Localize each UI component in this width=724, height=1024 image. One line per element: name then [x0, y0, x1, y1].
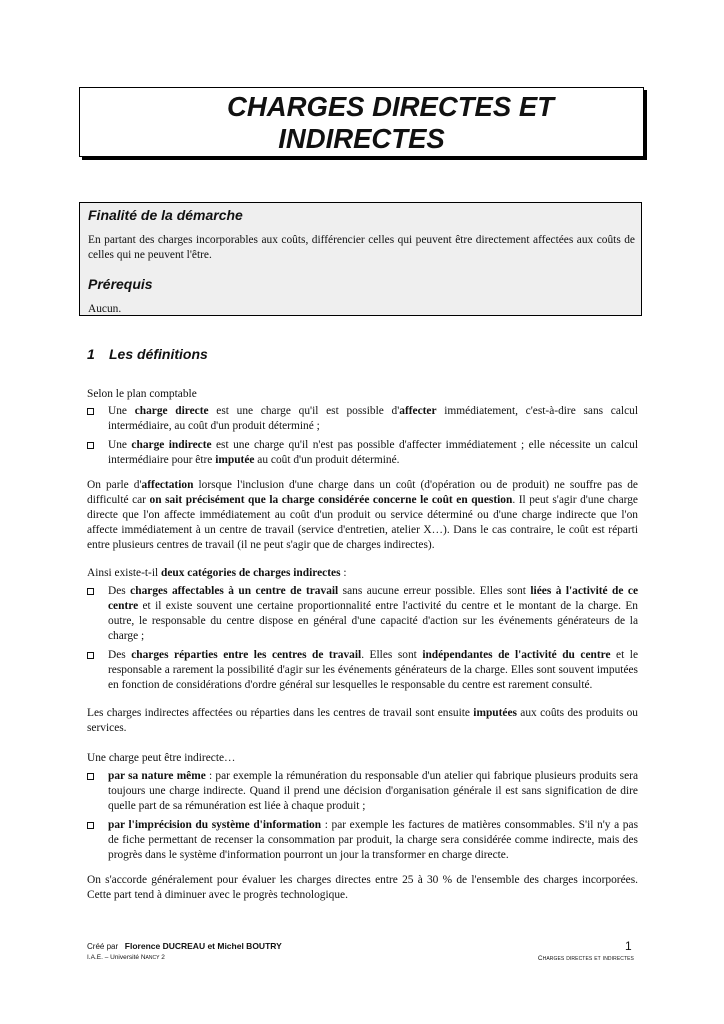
categories-list: [87, 584, 638, 697]
closing-paragraph: On s'accorde généralement pour évaluer les charges directes entre 25 à 30 % de l'ensemble des charges incorporées. Cette part tend à diminuer avec le progrès technologique.: [87, 874, 638, 901]
list-item: Des charges affectables à un centre de travail sans aucune erreur possible. Elles sont liées à l'activité de ce centre et il existe souvent une certaine proportionnalité entre l'activité du centre et le montant de la charge. En outre, le responsable du centre dispose en général d'une capacité d'action sur les événements générateurs de la charge ;: [87, 584, 638, 644]
list-item: Une charge indirecte est une charge qu'il n'est pas possible d'affecter immédiatement ; elle nécessite un calcul intermédiaire pour être imputée au coût d'un produit déterminé.: [87, 438, 638, 468]
section-heading: [87, 346, 208, 362]
checkbox-bullet-icon: [87, 652, 94, 659]
definitions-list: [87, 404, 638, 472]
indirect-intro: Une charge peut être indirecte…: [87, 752, 236, 764]
finalite-text: En partant des charges incorporables aux coûts, différencier celles qui peuvent être directement affectées aux coûts de celles qui ne peuvent l'être.: [88, 234, 635, 261]
running-title: Charges directes et indirectes: [537, 955, 634, 962]
checkbox-bullet-icon: [87, 773, 94, 780]
document-title-line2: INDIRECTES: [278, 123, 445, 154]
list-item: par l'imprécision du système d'information : par exemple les factures de matières consommables. S'il n'y a pas de fiche permettant de recenser la consommation par produit, la charge sera considérée comme indirecte, mais des progrès dans le système d'information pourront un jour la transformer en charge directe.: [87, 818, 638, 863]
list-item: Une charge directe est une charge qu'il est possible d'affecter immédiatement, c'est-à-dire sans calcul intermédiaire, au coût d'un produit déterminé ;: [87, 404, 638, 434]
checkbox-bullet-icon: [87, 442, 94, 449]
document-title-box: [79, 87, 644, 157]
objectives-box: [79, 202, 642, 316]
prerequis-heading: Prérequis: [88, 276, 153, 292]
checkbox-bullet-icon: [87, 408, 94, 415]
institution: I.A.E. – Université: [87, 954, 141, 961]
list-item: Des charges réparties entre les centres de travail. Elles sont indépendantes de l'activité du centre et le responsable a rarement la possibilité d'agir sur les événements générateurs de la charge. Elles sont souvent imputées en fonction de considérations d'ordre général sur lesquelles le responsable du centre est rarement consulté.: [87, 648, 638, 693]
prerequis-text: Aucun.: [88, 303, 122, 315]
list-item: par sa nature même : par exemple la rémunération du responsable d'un atelier qui fabrique plusieurs produits sera toujours une charge indirecte. Quand il prend une décision d'organisation générale il est sans signification de dire quelle part de sa rémunération est liée à chaque produit ;: [87, 769, 638, 814]
authors: Florence DUCREAU et Michel BOUTRY: [124, 941, 282, 951]
categories-intro: Ainsi existe-t-il deux catégories de charges indirectes :: [87, 567, 347, 579]
imputees-paragraph: Les charges indirectes affectées ou réparties dans les centres de travail sont ensuite imputées aux coûts des produits ou services.: [87, 707, 639, 734]
affectation-paragraph: On parle d'affectation lorsque l'inclusion d'une charge dans un coût (d'opération ou de produit) ne souffre pas de difficulté car on sait précisément que la charge considérée concerne le coût en question. Il peut s'agir d'une charge directe que l'on affecte immédiatement au coût d'un produit ou service déterminé ou d'une charge indirecte que l'on affecte immédiatement à un centre de travail (service d'entretien, atelier X…). Dans le cas contraire, le coût est réparti entre plusieurs centres de travail (il ne peut s'agir que de charges indirectes).: [87, 479, 638, 551]
footer-credits: [87, 941, 282, 963]
document-title-line1: CHARGES DIRECTES ET: [227, 91, 554, 122]
section-number: 1: [87, 346, 95, 362]
created-by-label: Créé par: [87, 942, 119, 951]
institution-sc: Nancy 2: [140, 954, 165, 961]
section-title: Les définitions: [109, 346, 208, 362]
indirect-list: [87, 769, 638, 867]
checkbox-bullet-icon: [87, 588, 94, 595]
finalite-heading: Finalité de la démarche: [88, 207, 243, 223]
page-number: 1: [625, 939, 632, 953]
checkbox-bullet-icon: [87, 822, 94, 829]
definitions-intro: Selon le plan comptable: [87, 388, 197, 400]
